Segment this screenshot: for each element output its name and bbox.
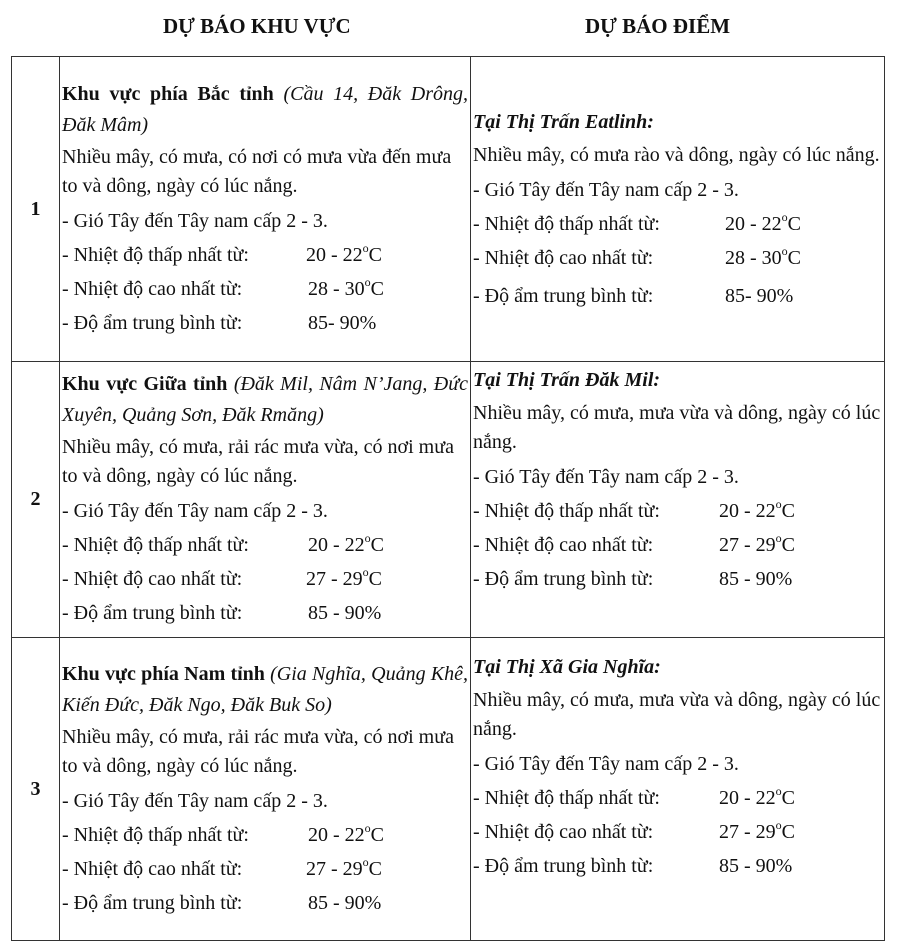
wind-line: - Gió Tây đến Tây nam cấp 2 - 3.	[62, 789, 328, 812]
humidity-line: - Độ ẩm trung bình từ: 85- 90%	[473, 285, 794, 307]
point-description: Nhiều mây, có mưa, mưa vừa và dông, ngày có lúc nắng.	[473, 688, 881, 740]
table-row	[12, 638, 885, 941]
table-row	[12, 362, 885, 638]
point-forecast-cell	[471, 362, 885, 638]
point-forecast-cell	[471, 638, 885, 941]
area-name: Khu vực phía Bắc tỉnh	[62, 82, 274, 105]
max-temp-line: - Nhiệt độ cao nhất từ: 27 - 29$^o$C	[62, 565, 383, 590]
area-districts: (Đăk Mil, Nâm N’Jang, Đức Xuyên, Quảng Sơn, Đăk Rmăng)	[62, 373, 468, 426]
forecast-table	[11, 56, 885, 941]
area-forecast-cell	[60, 362, 471, 638]
point-title: Tại Thị Trấn Đăk Mil:	[473, 369, 661, 391]
area-title	[62, 79, 468, 141]
table-row	[12, 57, 885, 362]
point-forecast-cell	[471, 57, 885, 362]
area-name: Khu vực phía Nam tỉnh	[62, 662, 265, 685]
header-point-forecast: DỰ BÁO ĐIỂM	[585, 14, 731, 38]
max-temp-line: - Nhiệt độ cao nhất từ: 28 - 30$^o$C	[473, 244, 802, 269]
humidity-line: - Độ ẩm trung bình từ: 85 - 90%	[473, 854, 793, 877]
wind-line: - Gió Tây đến Tây nam cấp 2 - 3.	[473, 179, 739, 201]
area-title	[62, 369, 468, 431]
area-districts: (Gia Nghĩa, Quảng Khê, Kiến Đức, Đăk Ngo, Đăk Buk So)	[62, 662, 469, 716]
area-description: Nhiều mây, có mưa, có nơi có mưa vừa đến mưa to và dông, ngày có lúc nắng.	[62, 145, 452, 197]
area-districts: (Cầu 14, Đăk Drông, Đăk Mâm)	[62, 82, 469, 136]
area-description: Nhiều mây, có mưa, rải rác mưa vừa, có nơi mưa to và dông, ngày có lúc nắng.	[62, 436, 454, 487]
area-name: Khu vực Giữa tỉnh	[62, 373, 228, 395]
humidity-line: - Độ ẩm trung bình từ: 85 - 90%	[62, 602, 382, 624]
point-title: Tại Thị Xã Gia Nghĩa:	[473, 655, 661, 678]
header-area-forecast: DỰ BÁO KHU VỰC	[163, 14, 351, 38]
row-number: 1	[12, 57, 60, 362]
wind-line: - Gió Tây đến Tây nam cấp 2 - 3.	[62, 209, 328, 232]
humidity-line: - Độ ẩm trung bình từ: 85 - 90%	[473, 568, 793, 590]
wind-line: - Gió Tây đến Tây nam cấp 2 - 3.	[473, 752, 739, 775]
max-temp-line: - Nhiệt độ cao nhất từ: 27 - 29$^o$C	[473, 531, 796, 556]
max-temp-line: - Nhiệt độ cao nhất từ: 27 - 29$^o$C	[62, 854, 383, 880]
max-temp-line: - Nhiệt độ cao nhất từ: 28 - 30$^o$C	[62, 274, 385, 300]
min-temp-line: - Nhiệt độ thấp nhất từ: 20 - 22$^o$C	[62, 531, 385, 556]
area-title	[62, 659, 468, 721]
min-temp-line: - Nhiệt độ thấp nhất từ: 20 - 22$^o$C	[473, 210, 802, 235]
point-description: Nhiều mây, có mưa, mưa vừa và dông, ngày có lúc nắng.	[473, 402, 881, 453]
point-description: Nhiều mây, có mưa rào và dông, ngày có lúc nắng.	[473, 144, 880, 166]
max-temp-line: - Nhiệt độ cao nhất từ: 27 - 29$^o$C	[473, 817, 796, 843]
humidity-line: - Độ ẩm trung bình từ: 85 - 90%	[62, 891, 382, 914]
min-temp-line: - Nhiệt độ thấp nhất từ: 20 - 22$^o$C	[473, 783, 796, 809]
min-temp-line: - Nhiệt độ thấp nhất từ: 20 - 22$^o$C	[62, 820, 385, 846]
wind-line: - Gió Tây đến Tây nam cấp 2 - 3.	[62, 500, 328, 522]
humidity-line: - Độ ẩm trung bình từ: 85- 90%	[62, 311, 377, 334]
min-temp-line: - Nhiệt độ thấp nhất từ: 20 - 22$^o$C	[473, 497, 796, 522]
area-forecast-cell	[60, 57, 471, 362]
min-temp-line: - Nhiệt độ thấp nhất từ: 20 - 22$^o$C	[62, 240, 383, 266]
point-title: Tại Thị Trấn Eatlinh:	[473, 111, 654, 133]
area-forecast-cell	[60, 638, 471, 941]
row-number: 3	[12, 638, 60, 941]
area-description: Nhiều mây, có mưa, rải rác mưa vừa, có nơi mưa to và dông, ngày có lúc nắng.	[62, 725, 454, 777]
wind-line: - Gió Tây đến Tây nam cấp 2 - 3.	[473, 466, 739, 488]
row-number: 2	[12, 362, 60, 638]
